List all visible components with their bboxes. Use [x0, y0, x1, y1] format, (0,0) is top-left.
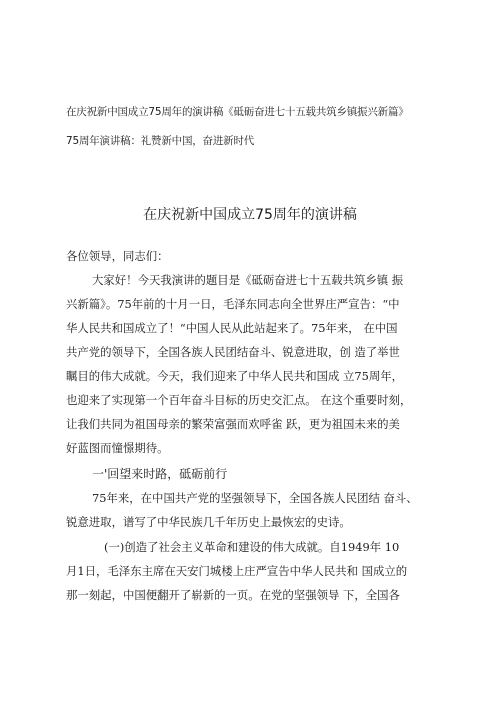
paragraph-line: 锐意进取，谱写了中华民族几千年历史上最恢宏的史诗。 [66, 515, 351, 529]
paragraph-line: 瞩目的伟大成就。今天，我们迎来了中华人民共和国成 立75周年， [66, 369, 404, 383]
greeting: 各位领导，同志们： [66, 249, 169, 263]
paragraph-line: 好蓝图而憧憬期待。 [66, 441, 169, 455]
header-line-1: 在庆祝新中国成立75周年的演讲稿《砥砺奋进七十五载共筑乡镇振兴新篇》 [66, 106, 409, 118]
paragraph-line: 让我们共同为祖国母亲的繁荣富强而欢呼雀 跃，更为祖国未来的美 [66, 417, 400, 431]
section-heading-1: 一'回望来时路，砥砺前行 [92, 467, 228, 481]
paragraph-line: (一)创造了社会主义革命和建设的伟大成就。自1949年 10 [104, 540, 400, 554]
paragraph-line: 75年来，在中国共产党的坚强领导下，全国各族人民团结 奋斗、 [92, 491, 418, 505]
paragraph-line: 共产党的领导下，全国各族人民团结奋斗、锐意进取，创 造了举世 [66, 345, 400, 359]
paragraph-line: 月1日，毛泽东主席在天安门城楼上庄严宣告中华人民共和 国成立的 [66, 564, 408, 578]
paragraph-line: 兴新篇》。75年前的十月一日，毛泽东同志向全世界庄严宣告：“中 [66, 297, 400, 311]
paragraph-line: 那一刻起，中国便翻开了崭新的一页。在党的坚强领导 下，全国各 [66, 588, 400, 602]
paragraph-line: 华人民共和国成立了！“中国人民从此站起来了。75年来， 在中国 [66, 321, 398, 335]
document-title: 在庆祝新中国成立75周年的演讲稿 [143, 207, 357, 223]
paragraph-line: 大家好！今天我演讲的题目是《砥砺奋进七十五载共筑乡镇 振 [92, 273, 404, 287]
paragraph-line: 也迎来了实现第一个百年奋斗目标的历史交汇点。 在这个重要时刻， [66, 393, 412, 407]
header-line-2: 75周年演讲稿：礼赞新中国，奋进新时代 [66, 135, 255, 147]
